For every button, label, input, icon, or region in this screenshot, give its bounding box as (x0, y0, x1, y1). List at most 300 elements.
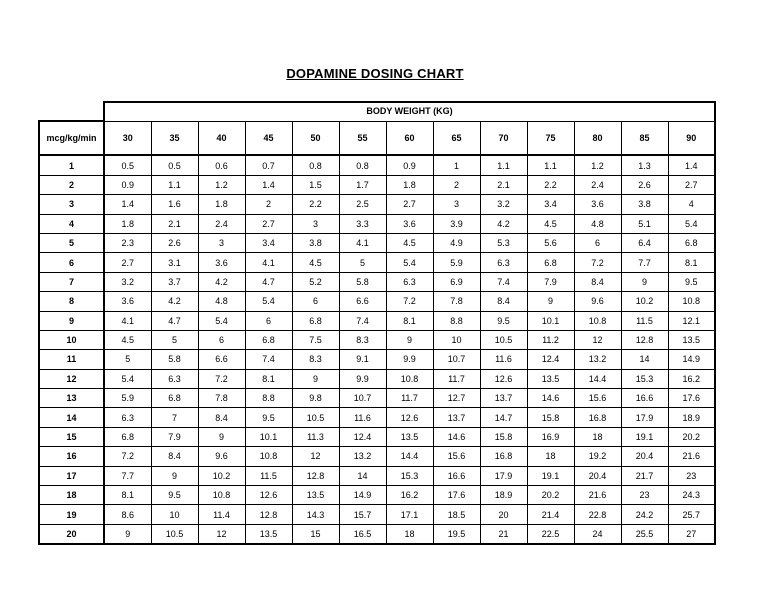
rate-cell: 4.1 (104, 311, 151, 330)
rate-cell: 3.1 (151, 253, 198, 272)
rate-cell: 2.1 (151, 214, 198, 233)
rate-cell: 12.8 (245, 505, 292, 524)
rate-cell: 15.6 (574, 389, 621, 408)
rate-cell: 23 (668, 466, 715, 485)
rate-cell: 6.6 (198, 350, 245, 369)
rate-cell: 8.4 (198, 408, 245, 427)
rate-cell: 16.6 (621, 389, 668, 408)
rate-cell: 3 (433, 195, 480, 214)
rate-cell: 11.7 (386, 389, 433, 408)
rate-cell: 13.5 (668, 330, 715, 349)
table-row (39, 292, 715, 311)
rate-cell: 4 (668, 195, 715, 214)
rate-cell: 25.7 (668, 505, 715, 524)
rate-cell: 11.7 (433, 369, 480, 388)
rate-cell: 13.7 (433, 408, 480, 427)
rate-cell: 1.4 (245, 175, 292, 194)
rate-cell: 2.5 (339, 195, 386, 214)
weight-header-cell: 55 (339, 121, 386, 155)
rate-cell: 5.4 (668, 214, 715, 233)
rate-cell: 24.3 (668, 486, 715, 505)
rate-cell: 6.8 (104, 427, 151, 446)
rate-cell: 9 (151, 466, 198, 485)
rate-cell: 3.7 (151, 272, 198, 291)
dose-cell: 20 (39, 524, 104, 544)
rate-cell: 10.5 (292, 408, 339, 427)
rate-cell: 10.1 (527, 311, 574, 330)
table-row (39, 350, 715, 369)
rate-cell: 6.3 (151, 369, 198, 388)
rate-cell: 24 (574, 524, 621, 544)
rate-cell: 8.4 (151, 447, 198, 466)
dose-cell: 13 (39, 389, 104, 408)
table-row (39, 369, 715, 388)
rate-cell: 9 (198, 427, 245, 446)
dose-cell: 4 (39, 214, 104, 233)
rate-cell: 22.5 (527, 524, 574, 544)
rate-cell: 4.7 (151, 311, 198, 330)
rate-cell: 8.1 (245, 369, 292, 388)
dose-cell: 2 (39, 175, 104, 194)
rate-cell: 19.1 (621, 427, 668, 446)
rate-cell: 25.5 (621, 524, 668, 544)
rate-cell: 2.2 (527, 175, 574, 194)
rate-cell: 10.2 (198, 466, 245, 485)
rate-cell: 23 (621, 486, 668, 505)
rate-cell: 19.5 (433, 524, 480, 544)
rate-cell: 11.3 (292, 427, 339, 446)
rate-cell: 18.5 (433, 505, 480, 524)
rate-cell: 6 (245, 311, 292, 330)
rate-cell: 15.6 (433, 447, 480, 466)
rate-cell: 6.9 (433, 272, 480, 291)
rate-cell: 3.6 (198, 253, 245, 272)
rate-cell: 10.8 (668, 292, 715, 311)
table-row (39, 447, 715, 466)
rate-cell: 3.3 (339, 214, 386, 233)
rate-cell: 0.8 (292, 155, 339, 175)
rate-cell: 0.5 (104, 155, 151, 175)
rate-cell: 0.7 (245, 155, 292, 175)
rate-cell: 1.1 (480, 155, 527, 175)
rate-cell: 1.1 (527, 155, 574, 175)
table-row (39, 524, 715, 544)
rate-cell: 3.4 (245, 233, 292, 252)
rate-cell: 3.8 (621, 195, 668, 214)
rate-cell: 14.6 (527, 389, 574, 408)
rate-cell: 11.4 (198, 505, 245, 524)
rate-cell: 6.8 (245, 330, 292, 349)
rate-cell: 11.6 (339, 408, 386, 427)
table-row (39, 505, 715, 524)
rate-cell: 0.6 (198, 155, 245, 175)
rate-cell: 0.8 (339, 155, 386, 175)
rate-cell: 14 (339, 466, 386, 485)
body-weight-header: BODY WEIGHT (KG) (104, 102, 715, 121)
rate-cell: 12 (292, 447, 339, 466)
rate-cell: 9.6 (198, 447, 245, 466)
rate-cell: 20.2 (527, 486, 574, 505)
rate-cell: 8.4 (480, 292, 527, 311)
dose-cell: 8 (39, 292, 104, 311)
table-row (39, 214, 715, 233)
rate-cell: 2 (245, 195, 292, 214)
rate-cell: 15.8 (527, 408, 574, 427)
rate-cell: 10.7 (339, 389, 386, 408)
rate-cell: 2.2 (292, 195, 339, 214)
rate-cell: 14.3 (292, 505, 339, 524)
dose-cell: 3 (39, 195, 104, 214)
rate-cell: 1.7 (339, 175, 386, 194)
rate-cell: 6.3 (480, 253, 527, 272)
rate-cell: 3.6 (386, 214, 433, 233)
rate-cell: 15 (292, 524, 339, 544)
rate-cell: 5.4 (104, 369, 151, 388)
rate-cell: 27 (668, 524, 715, 544)
rate-cell: 2.3 (104, 233, 151, 252)
rate-cell: 12.7 (433, 389, 480, 408)
rate-cell: 6.4 (621, 233, 668, 252)
rate-cell: 15.7 (339, 505, 386, 524)
rate-cell: 11.6 (480, 350, 527, 369)
rate-cell: 2.6 (621, 175, 668, 194)
rate-cell: 14.9 (668, 350, 715, 369)
rate-cell: 6.8 (151, 389, 198, 408)
rate-cell: 7.7 (104, 466, 151, 485)
rate-cell: 6 (198, 330, 245, 349)
rate-cell: 1.6 (151, 195, 198, 214)
rate-cell: 7.2 (104, 447, 151, 466)
rate-cell: 21 (480, 524, 527, 544)
rate-cell: 21.7 (621, 466, 668, 485)
rate-cell: 15.8 (480, 427, 527, 446)
dose-unit-header: mcg/kg/min (39, 121, 104, 155)
table-row (39, 233, 715, 252)
rate-cell: 7.4 (339, 311, 386, 330)
rate-cell: 9.5 (668, 272, 715, 291)
rate-cell: 12.8 (621, 330, 668, 349)
rate-cell: 10.8 (198, 486, 245, 505)
rate-cell: 20 (480, 505, 527, 524)
weight-header-cell: 30 (104, 121, 151, 155)
rate-cell: 5 (339, 253, 386, 272)
rate-cell: 9 (386, 330, 433, 349)
rate-cell: 9.5 (151, 486, 198, 505)
weight-header-cell: 35 (151, 121, 198, 155)
rate-cell: 20.4 (621, 447, 668, 466)
table-row (39, 466, 715, 485)
rate-cell: 1.4 (104, 195, 151, 214)
rate-cell: 7.4 (480, 272, 527, 291)
rate-cell: 22.8 (574, 505, 621, 524)
rate-cell: 10.8 (574, 311, 621, 330)
rate-cell: 4.8 (198, 292, 245, 311)
rate-cell: 4.2 (151, 292, 198, 311)
rate-cell: 6 (574, 233, 621, 252)
rate-cell: 7.2 (198, 369, 245, 388)
rate-cell: 16.2 (668, 369, 715, 388)
rate-cell: 1 (433, 155, 480, 175)
rate-cell: 13.5 (386, 427, 433, 446)
rate-cell: 12.6 (386, 408, 433, 427)
rate-cell: 18 (574, 427, 621, 446)
weight-header-cell: 80 (574, 121, 621, 155)
rate-cell: 8.8 (433, 311, 480, 330)
rate-cell: 10.7 (433, 350, 480, 369)
weight-header-cell: 85 (621, 121, 668, 155)
rate-cell: 10.8 (386, 369, 433, 388)
rate-cell: 1.8 (104, 214, 151, 233)
rate-cell: 6.3 (104, 408, 151, 427)
rate-cell: 16.2 (386, 486, 433, 505)
rate-cell: 6.3 (386, 272, 433, 291)
dose-cell: 6 (39, 253, 104, 272)
rate-cell: 21.6 (574, 486, 621, 505)
dose-cell: 10 (39, 330, 104, 349)
rate-cell: 4.7 (245, 272, 292, 291)
rate-cell: 1.2 (574, 155, 621, 175)
rate-cell: 5.4 (198, 311, 245, 330)
rate-cell: 4.1 (245, 253, 292, 272)
rate-cell: 5.4 (245, 292, 292, 311)
rate-cell: 6.8 (668, 233, 715, 252)
rate-cell: 16.5 (339, 524, 386, 544)
rate-cell: 7.7 (621, 253, 668, 272)
rate-cell: 4.8 (574, 214, 621, 233)
rate-cell: 12.4 (339, 427, 386, 446)
rate-cell: 3.8 (292, 233, 339, 252)
rate-cell: 18 (527, 447, 574, 466)
rate-cell: 7.8 (198, 389, 245, 408)
rate-cell: 6.8 (527, 253, 574, 272)
rate-cell: 8.4 (574, 272, 621, 291)
dose-cell: 1 (39, 155, 104, 175)
rate-cell: 5.2 (292, 272, 339, 291)
dose-cell: 11 (39, 350, 104, 369)
weight-header-cell: 70 (480, 121, 527, 155)
table-row (39, 272, 715, 291)
rate-cell: 9 (621, 272, 668, 291)
rate-cell: 13.2 (339, 447, 386, 466)
rate-cell: 6.6 (339, 292, 386, 311)
rate-cell: 13.5 (292, 486, 339, 505)
rate-cell: 2.1 (480, 175, 527, 194)
rate-cell: 4.5 (386, 233, 433, 252)
rate-cell: 8.3 (292, 350, 339, 369)
rate-cell: 14 (621, 350, 668, 369)
rate-cell: 9.5 (245, 408, 292, 427)
rate-cell: 4.2 (198, 272, 245, 291)
rate-cell: 11.5 (245, 466, 292, 485)
rate-cell: 20.2 (668, 427, 715, 446)
rate-cell: 3.4 (527, 195, 574, 214)
rate-cell: 7.4 (245, 350, 292, 369)
rate-cell: 4.5 (104, 330, 151, 349)
rate-cell: 6.8 (292, 311, 339, 330)
rate-cell: 20.4 (574, 466, 621, 485)
dose-cell: 19 (39, 505, 104, 524)
rate-cell: 0.9 (104, 175, 151, 194)
rate-cell: 17.9 (621, 408, 668, 427)
rate-cell: 1.8 (198, 195, 245, 214)
rate-cell: 17.1 (386, 505, 433, 524)
rate-cell: 1.4 (668, 155, 715, 175)
rate-cell: 13.7 (480, 389, 527, 408)
dose-cell: 14 (39, 408, 104, 427)
rate-cell: 10.8 (245, 447, 292, 466)
rate-cell: 10.1 (245, 427, 292, 446)
rate-cell: 5.9 (104, 389, 151, 408)
rate-cell: 5.8 (339, 272, 386, 291)
weight-header-cell: 45 (245, 121, 292, 155)
rate-cell: 2.7 (104, 253, 151, 272)
table-row (39, 195, 715, 214)
rate-cell: 18.9 (480, 486, 527, 505)
rate-cell: 2.7 (668, 175, 715, 194)
weight-header-cell: 65 (433, 121, 480, 155)
rate-cell: 6 (292, 292, 339, 311)
rate-cell: 5 (151, 330, 198, 349)
rate-cell: 5 (104, 350, 151, 369)
table-row (39, 427, 715, 446)
rate-cell: 19.1 (527, 466, 574, 485)
rate-cell: 9 (104, 524, 151, 544)
rate-cell: 1.1 (151, 175, 198, 194)
rate-cell: 9 (292, 369, 339, 388)
weight-header-cell: 40 (198, 121, 245, 155)
rate-cell: 2.4 (574, 175, 621, 194)
rate-cell: 10 (151, 505, 198, 524)
dose-cell: 12 (39, 369, 104, 388)
rate-cell: 1.5 (292, 175, 339, 194)
rate-cell: 18.9 (668, 408, 715, 427)
rate-cell: 21.6 (668, 447, 715, 466)
rate-cell: 24.2 (621, 505, 668, 524)
rate-cell: 4.9 (433, 233, 480, 252)
dose-cell: 18 (39, 486, 104, 505)
table-row (39, 175, 715, 194)
rate-cell: 9.9 (339, 369, 386, 388)
weight-group-header-row (39, 102, 715, 121)
rate-cell: 4.2 (480, 214, 527, 233)
rate-cell: 2.4 (198, 214, 245, 233)
table-row (39, 408, 715, 427)
rate-cell: 8.1 (668, 253, 715, 272)
rate-cell: 7.5 (292, 330, 339, 349)
rate-cell: 4.5 (292, 253, 339, 272)
rate-cell: 7 (151, 408, 198, 427)
dose-cell: 16 (39, 447, 104, 466)
rate-cell: 17.6 (668, 389, 715, 408)
rate-cell: 8.6 (104, 505, 151, 524)
rate-cell: 21.4 (527, 505, 574, 524)
rate-cell: 2.7 (386, 195, 433, 214)
rate-cell: 1.2 (198, 175, 245, 194)
rate-cell: 3.6 (574, 195, 621, 214)
table-row (39, 155, 715, 175)
table-row (39, 389, 715, 408)
rate-cell: 16.8 (480, 447, 527, 466)
rate-cell: 10.2 (621, 292, 668, 311)
table-row (39, 330, 715, 349)
rate-cell: 8.8 (245, 389, 292, 408)
rate-cell: 18 (386, 524, 433, 544)
rate-cell: 11.2 (527, 330, 574, 349)
rate-cell: 12.8 (292, 466, 339, 485)
rate-cell: 4.5 (527, 214, 574, 233)
rate-cell: 16.9 (527, 427, 574, 446)
rate-cell: 7.2 (386, 292, 433, 311)
rate-cell: 13.5 (527, 369, 574, 388)
rate-cell: 0.9 (386, 155, 433, 175)
rate-cell: 5.4 (386, 253, 433, 272)
rate-cell: 3.2 (104, 272, 151, 291)
rate-cell: 8.3 (339, 330, 386, 349)
rate-cell: 12.6 (480, 369, 527, 388)
rate-cell: 16.6 (433, 466, 480, 485)
rate-cell: 2.7 (245, 214, 292, 233)
rate-cell: 14.4 (386, 447, 433, 466)
rate-cell: 3 (198, 233, 245, 252)
rate-cell: 9.6 (574, 292, 621, 311)
rate-cell: 4.1 (339, 233, 386, 252)
rate-cell: 10.5 (151, 524, 198, 544)
dose-cell: 5 (39, 233, 104, 252)
rate-cell: 14.6 (433, 427, 480, 446)
table-row (39, 311, 715, 330)
table-row (39, 253, 715, 272)
rate-cell: 17.9 (480, 466, 527, 485)
rate-cell: 5.1 (621, 214, 668, 233)
rate-cell: 14.7 (480, 408, 527, 427)
dose-cell: 9 (39, 311, 104, 330)
rate-cell: 8.1 (386, 311, 433, 330)
rate-cell: 12 (574, 330, 621, 349)
rate-cell: 7.9 (151, 427, 198, 446)
rate-cell: 11.5 (621, 311, 668, 330)
weight-header-cell: 60 (386, 121, 433, 155)
rate-cell: 12.4 (527, 350, 574, 369)
rate-cell: 7.2 (574, 253, 621, 272)
rate-cell: 9.9 (386, 350, 433, 369)
rate-cell: 2.6 (151, 233, 198, 252)
rate-cell: 3 (292, 214, 339, 233)
rate-cell: 13.2 (574, 350, 621, 369)
rate-cell: 7.9 (527, 272, 574, 291)
rate-cell: 5.3 (480, 233, 527, 252)
rate-cell: 2 (433, 175, 480, 194)
rate-cell: 3.2 (480, 195, 527, 214)
rate-cell: 14.9 (339, 486, 386, 505)
rate-cell: 9.1 (339, 350, 386, 369)
dose-cell: 17 (39, 466, 104, 485)
weight-header-cell: 50 (292, 121, 339, 155)
rate-cell: 9.8 (292, 389, 339, 408)
page-title: DOPAMINE DOSING CHART (286, 66, 464, 81)
dose-cell: 7 (39, 272, 104, 291)
rate-cell: 3.9 (433, 214, 480, 233)
rate-cell: 3.6 (104, 292, 151, 311)
rate-cell: 5.8 (151, 350, 198, 369)
weight-header-row (39, 121, 715, 155)
rate-cell: 12 (198, 524, 245, 544)
rate-cell: 9.5 (480, 311, 527, 330)
dosing-table (38, 101, 716, 545)
dose-cell: 15 (39, 427, 104, 446)
rate-cell: 5.6 (527, 233, 574, 252)
rate-cell: 12.6 (245, 486, 292, 505)
rate-cell: 19.2 (574, 447, 621, 466)
